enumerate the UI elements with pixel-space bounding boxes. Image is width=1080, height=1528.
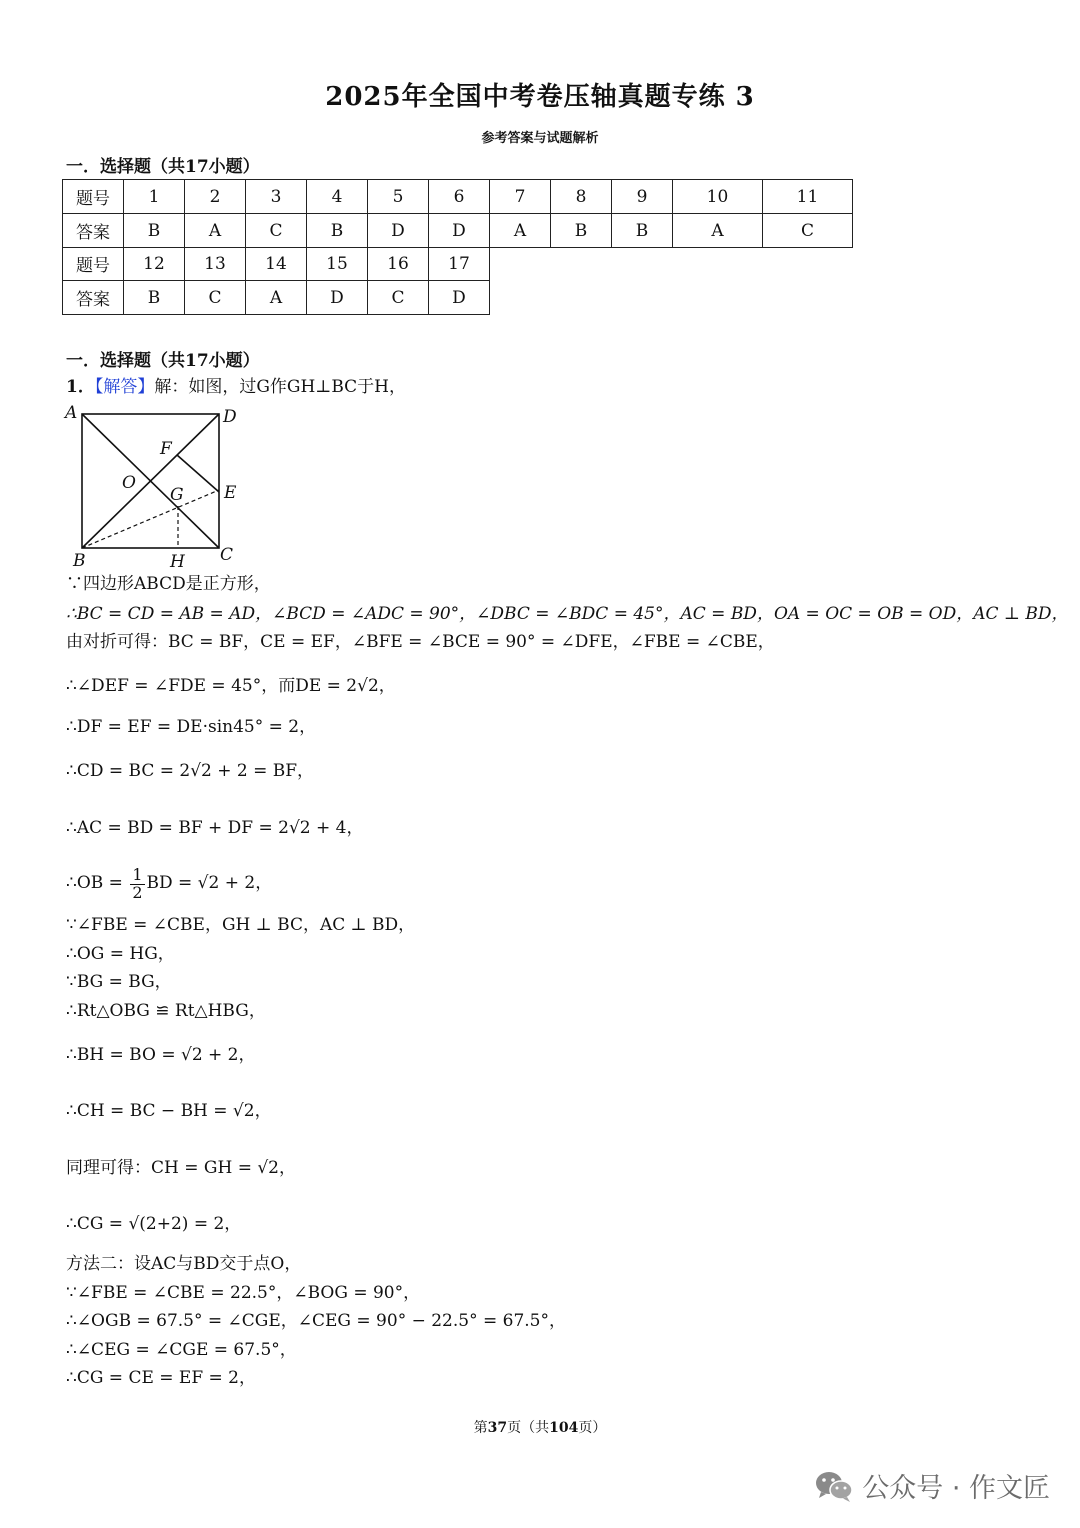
table-cell: D: [429, 214, 490, 248]
table-cell: C: [763, 214, 853, 248]
table-cell: 答案: [63, 281, 124, 315]
table-row: [63, 281, 490, 315]
label-b: B: [73, 551, 86, 571]
fraction-denominator: 2: [132, 882, 143, 902]
table-cell: D: [307, 281, 368, 315]
solution-line: 同理可得：CH = GH = √2，: [66, 1158, 296, 1178]
question-number: 1．: [66, 377, 95, 397]
section-heading-solutions: 一．选择题（共17小题）: [66, 351, 260, 371]
table-cell: 13: [185, 247, 246, 281]
solution-line: ∵∠FBE = ∠CBE，GH ⊥ BC，AC ⊥ BD，: [66, 915, 416, 935]
table-cell: C: [368, 281, 429, 315]
solution-line-ob: [66, 860, 272, 906]
table-row: [63, 247, 490, 281]
watermark: [814, 1466, 1050, 1505]
table-cell: 6: [429, 180, 490, 214]
solution-line: ∴CH = BC − BH = √2，: [66, 1101, 272, 1121]
table-cell: A: [246, 281, 307, 315]
table-cell: B: [124, 281, 185, 315]
label-g: G: [170, 485, 184, 505]
solution-line: ∴AC = BD = BF + DF = 2√2 + 4，: [66, 818, 364, 838]
table-row: [63, 214, 853, 248]
solution-line: ∵∠FBE = ∠CBE = 22.5°，∠BOG = 90°，: [66, 1283, 421, 1303]
table-cell: 16: [368, 247, 429, 281]
page-title: 2025年全国中考卷压轴真题专练 3: [325, 82, 755, 112]
table-cell: A: [185, 214, 246, 248]
table-cell: 17: [429, 247, 490, 281]
footer-page-number: 37: [487, 1420, 508, 1436]
solution-line: ∴CG = CE = EF = 2，: [66, 1368, 256, 1388]
fraction-numerator: 1: [132, 864, 143, 884]
footer-prefix: 第: [473, 1420, 488, 1436]
label-d: D: [223, 407, 237, 427]
solution-line: ∴∠CEG = ∠CGE = 67.5°，: [66, 1340, 297, 1360]
table-cell: 1: [124, 180, 185, 214]
answer-tag: 【解答】: [94, 377, 155, 397]
label-h: H: [170, 552, 185, 572]
page-subtitle: 参考答案与试题解析: [481, 131, 599, 146]
table-row: [63, 180, 853, 214]
table-cell: B: [124, 214, 185, 248]
ob-suffix: BD = √2 + 2，: [146, 873, 273, 893]
solution-line: 方法二：设AC与BD交于点O，: [66, 1254, 302, 1274]
geometry-figure: [62, 402, 252, 574]
solution-intro: [66, 376, 406, 398]
solution-line: ∴∠OGB = 67.5° = ∠CGE，∠CEG = 90° − 22.5° = 67.5°，: [66, 1311, 566, 1331]
answer-table-continued: [62, 247, 490, 315]
solution-line: ∵四边形ABCD是正方形，: [66, 574, 271, 594]
table-cell: B: [612, 214, 673, 248]
ob-prefix: ∴OB =: [66, 873, 129, 893]
solution-line: ∴BC = CD = AB = AD，∠BCD = ∠ADC = 90°，∠DBC = ∠BDC = 45°，AC = BD，OA = OC = OB = OD，AC ⊥ BD，: [66, 604, 1069, 624]
page-footer: [0, 1417, 1080, 1437]
table-cell: 14: [246, 247, 307, 281]
table-cell: D: [429, 281, 490, 315]
table-cell: 2: [185, 180, 246, 214]
answer-table: [62, 179, 853, 248]
table-cell: 5: [368, 180, 429, 214]
table-cell: D: [368, 214, 429, 248]
footer-middle: 页（共: [507, 1420, 550, 1436]
table-cell: 15: [307, 247, 368, 281]
table-cell: A: [490, 214, 551, 248]
table-cell: 题号: [63, 247, 124, 281]
label-c: C: [220, 545, 234, 565]
table-cell: C: [246, 214, 307, 248]
footer-total-pages: 104: [549, 1420, 579, 1436]
label-a: A: [65, 403, 78, 423]
table-cell: 8: [551, 180, 612, 214]
solution-line: 由对折可得：BC = BF，CE = EF，∠BFE = ∠BCE = 90° = ∠DFE，∠FBE = ∠CBE，: [66, 632, 775, 652]
table-cell: B: [551, 214, 612, 248]
table-cell: 题号: [63, 180, 124, 214]
watermark-text: 公众号 · 作文匠: [862, 1473, 1050, 1504]
footer-suffix: 页）: [578, 1420, 607, 1436]
solution-line: ∴DF = EF = DE·sin45° = 2，: [66, 717, 317, 737]
table-cell: C: [185, 281, 246, 315]
fraction-half: [130, 864, 144, 902]
table-cell: 3: [246, 180, 307, 214]
table-cell: A: [673, 214, 763, 248]
solution-line: ∴∠DEF = ∠FDE = 45°，而DE = 2√2，: [66, 676, 396, 696]
table-cell: 4: [307, 180, 368, 214]
section-heading-choice: 一．选择题（共17小题）: [66, 157, 260, 177]
solution-line: ∴CD = BC = 2√2 + 2 = BF，: [66, 761, 315, 781]
table-cell: 11: [763, 180, 853, 214]
table-cell: 答案: [63, 214, 124, 248]
solution-line: ∴OG = HG，: [66, 944, 175, 964]
label-e: E: [224, 483, 237, 503]
table-cell: 7: [490, 180, 551, 214]
solution-line: ∴BH = BO = √2 + 2，: [66, 1045, 256, 1065]
segment-be-dashed: [82, 490, 219, 548]
solution-line: ∴CG = √(2+2) = 2，: [66, 1214, 242, 1234]
table-cell: B: [307, 214, 368, 248]
label-f: F: [160, 439, 172, 459]
table-cell: 10: [673, 180, 763, 214]
solution-line: ∴Rt△OBG ≌ Rt△HBG，: [66, 1001, 266, 1021]
solution-line: ∵BG = BG，: [66, 972, 172, 992]
wechat-icon: [814, 1469, 854, 1503]
table-cell: 9: [612, 180, 673, 214]
solution-intro-text: 解：如图，过G作GH⊥BC于H，: [154, 377, 406, 397]
label-o: O: [122, 473, 136, 493]
table-cell: 12: [124, 247, 185, 281]
